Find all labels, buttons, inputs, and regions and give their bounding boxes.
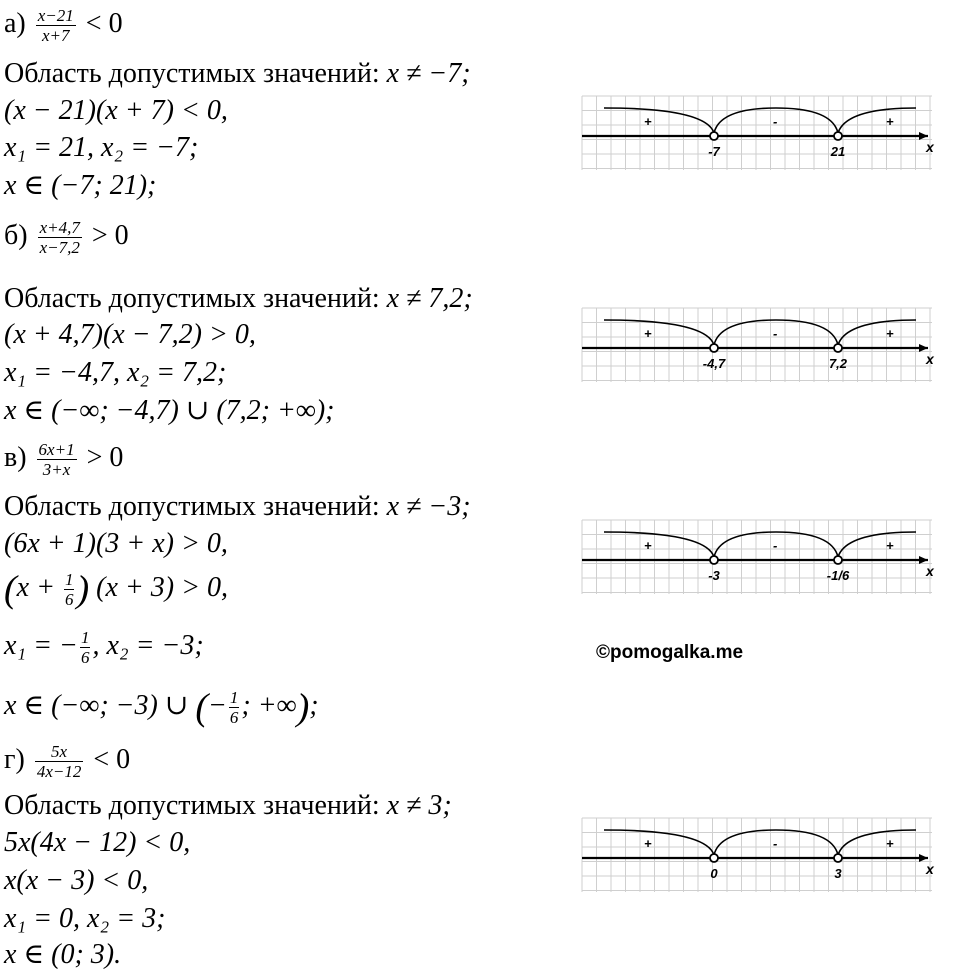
sign-label: + xyxy=(886,538,894,553)
point-label: 0 xyxy=(710,866,718,881)
point-label: 21 xyxy=(830,144,846,159)
fraction: $\frac{1}{6}$ xyxy=(64,570,74,609)
roots-line: x₁ = 21, x₂ = −7; xyxy=(4,132,199,163)
open-point xyxy=(834,556,842,564)
fraction: $\frac{5x}{4x-12}$ xyxy=(36,742,82,781)
domain-line: Область допустимых значений: x ≠ −7; xyxy=(4,58,471,89)
answer-line: x ∈ (−7; 21); xyxy=(4,170,157,201)
open-point xyxy=(710,556,718,564)
answer-line: x ∈ (−∞; −4,7) ∪ (7,2; +∞); xyxy=(4,395,335,426)
answer-line: x ∈ (−∞; −3) ∪ (− $\frac{1}{6}$ ; +∞); xyxy=(4,686,319,729)
sign-label: + xyxy=(644,326,652,341)
answer-line: x ∈ (0; 3). xyxy=(4,939,122,970)
watermark: ©pomogalka.me xyxy=(596,642,744,663)
equation-line: (6x + 1)(3 + x) > 0, xyxy=(4,528,228,559)
point-label: -7 xyxy=(708,144,720,159)
open-point xyxy=(834,854,842,862)
sign-label: - xyxy=(773,326,778,341)
number-line-d xyxy=(582,818,952,908)
problem-label: г) xyxy=(4,743,25,775)
problem-label: в) xyxy=(4,441,27,473)
axis-label: x xyxy=(926,139,934,155)
sign-label: + xyxy=(886,114,894,129)
sign-arc xyxy=(838,830,916,855)
open-point xyxy=(710,132,718,140)
roots-line: x₁ = 0, x₂ = 3; xyxy=(4,903,166,934)
number-line-c xyxy=(582,520,952,610)
sign-label: + xyxy=(886,326,894,341)
sign-label: - xyxy=(773,114,778,129)
axis-label: x xyxy=(926,861,934,877)
roots-line: x₁ = − $\frac{1}{6}$ , x₂ = −3; xyxy=(4,628,204,667)
sign-arc xyxy=(838,108,916,133)
point-label: 7,2 xyxy=(828,356,848,371)
sign-label: + xyxy=(644,538,652,553)
problem-label: б) xyxy=(4,219,28,251)
point-label: -3 xyxy=(708,568,720,583)
axis-label: x xyxy=(926,563,934,579)
equation-line: 5x(4x − 12) < 0, xyxy=(4,827,191,858)
open-point xyxy=(834,132,842,140)
open-point xyxy=(710,854,718,862)
sign-label: - xyxy=(773,538,778,553)
point-label: -4,7 xyxy=(702,356,726,371)
problem-a-header: а) $\frac{x-21}{x+7}$ < 0 xyxy=(4,6,123,45)
number-line-a xyxy=(582,96,952,186)
problem-label: а) xyxy=(4,7,26,39)
point-label: 3 xyxy=(834,866,842,881)
factored-line: (x + $\frac{1}{6}$ ) (x + 3) > 0, xyxy=(4,568,229,611)
fraction: $\frac{6x+1}{3+x}$ xyxy=(38,440,75,479)
sign-arc xyxy=(838,320,916,345)
number-line-b xyxy=(582,308,952,398)
open-point xyxy=(710,344,718,352)
domain-line: Область допустимых значений: x ≠ −3; xyxy=(4,491,471,522)
domain-line: Область допустимых значений: x ≠ 3; xyxy=(4,790,452,821)
domain-line: Область допустимых значений: x ≠ 7,2; xyxy=(4,283,473,314)
sign-label: + xyxy=(886,836,894,851)
fraction: $\frac{1}{6}$ xyxy=(80,628,90,667)
open-point xyxy=(834,344,842,352)
problem-c-header: в) $\frac{6x+1}{3+x}$ > 0 xyxy=(4,440,124,479)
axis-label: x xyxy=(926,351,934,367)
fraction: $\frac{x-21}{x+7}$ xyxy=(37,6,74,45)
simplified-line: x(x − 3) < 0, xyxy=(4,865,149,896)
fraction: $\frac{1}{6}$ xyxy=(229,688,239,727)
sign-label: + xyxy=(644,836,652,851)
problem-b-header: б) $\frac{x+4,7}{x-7,2}$ > 0 xyxy=(4,218,129,257)
point-label: -1/6 xyxy=(826,568,850,583)
equation-line: (x + 4,7)(x − 7,2) > 0, xyxy=(4,319,256,350)
roots-line: x₁ = −4,7, x₂ = 7,2; xyxy=(4,357,227,388)
fraction: $\frac{x+4,7}{x-7,2}$ xyxy=(39,218,80,257)
problem-d-header: г) $\frac{5x}{4x-12}$ < 0 xyxy=(4,742,131,781)
sign-label: - xyxy=(773,836,778,851)
sign-arc xyxy=(838,532,916,557)
equation-line: (x − 21)(x + 7) < 0, xyxy=(4,95,228,126)
sign-label: + xyxy=(644,114,652,129)
